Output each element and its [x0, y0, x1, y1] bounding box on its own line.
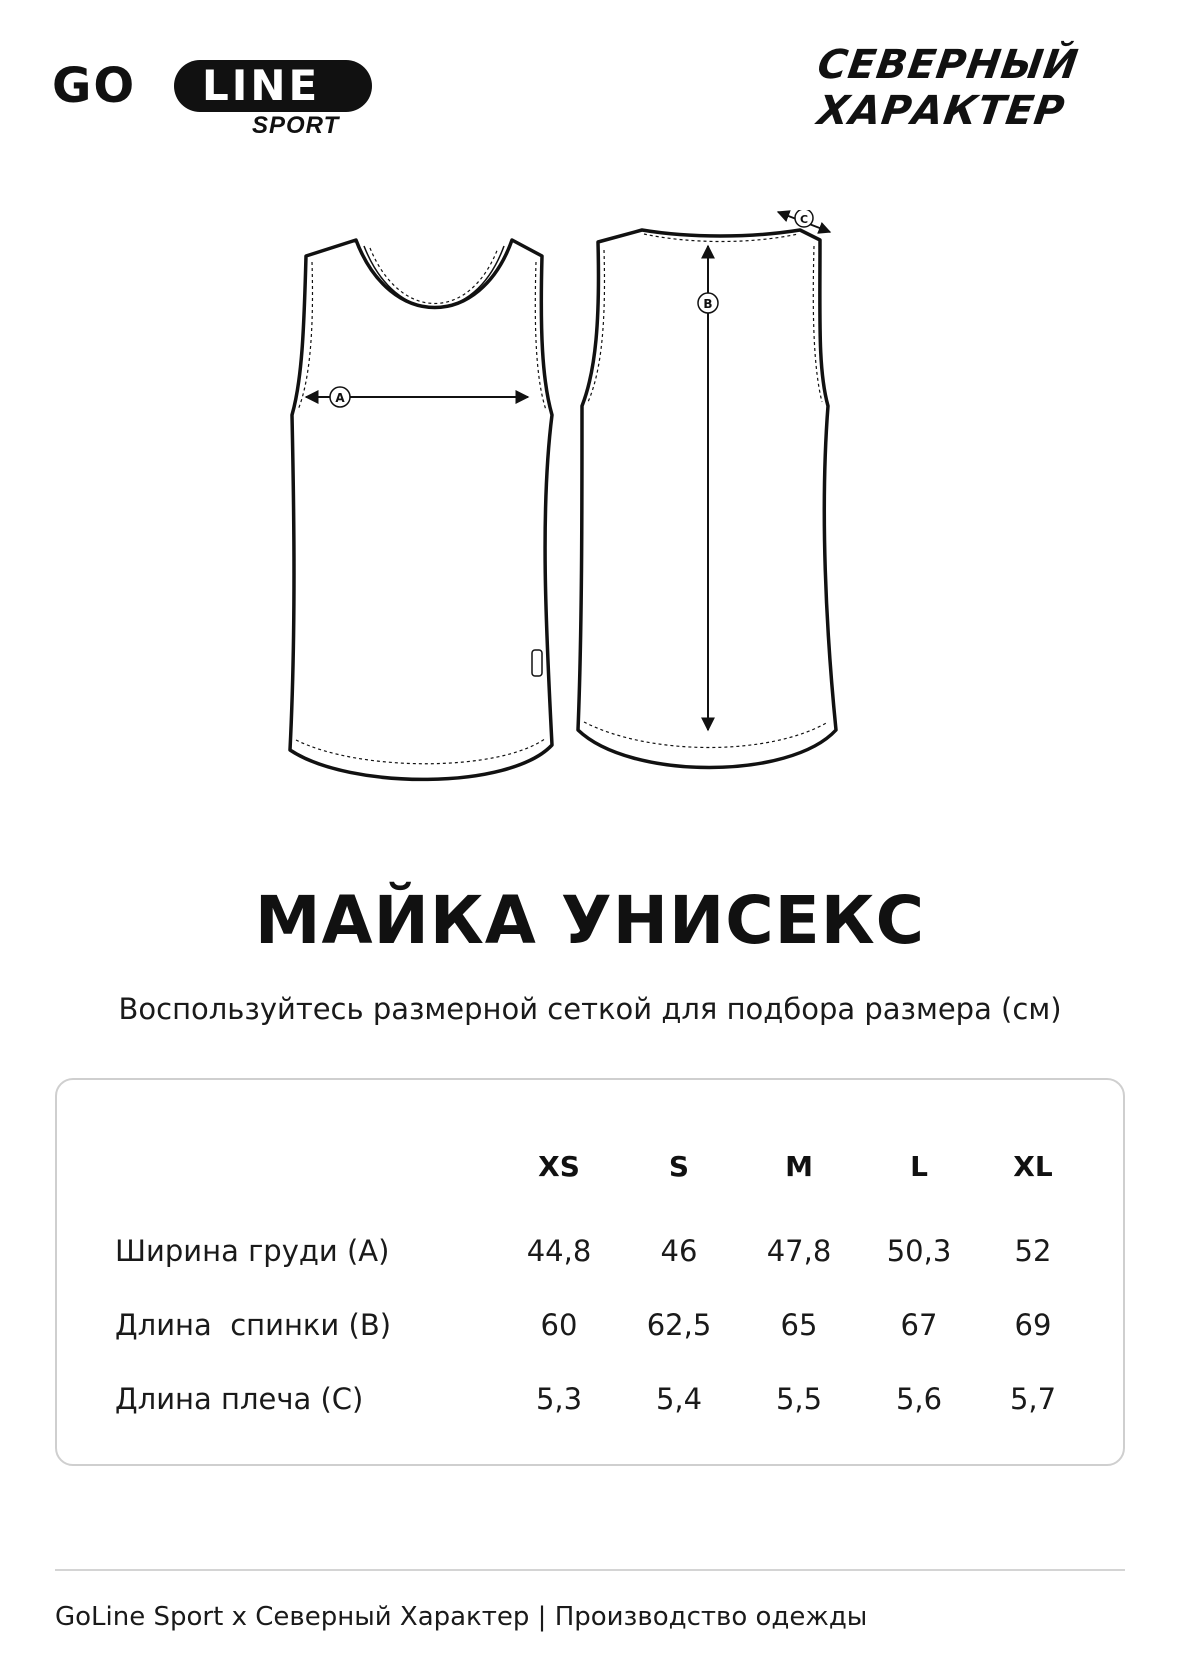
severny-logo-line2: ХАРАКТЕР [814, 88, 1068, 134]
table-row-shoulder-length [115, 1362, 1073, 1436]
goline-logo-go: GO [52, 58, 137, 114]
size-header-xs: XS [538, 1149, 580, 1183]
row-label-chest-width: Ширина груди (A) [115, 1234, 390, 1268]
size-header-row [115, 1140, 1073, 1214]
table-row-back-length [115, 1288, 1073, 1362]
severny-logo-line1: СЕВЕРНЫЙ [814, 42, 1082, 88]
measurement-b-label: B [703, 297, 713, 311]
size-header-m: M [785, 1149, 813, 1183]
goline-logo-sport: SPORT [252, 112, 340, 139]
table-cell: 5,7 [1009, 1382, 1057, 1416]
size-chart-subtitle: Воспользуйтесь размерной сеткой для подбора размера (см) [118, 992, 1062, 1026]
table-cell: 67 [900, 1308, 938, 1342]
table-cell: 5,4 [655, 1382, 703, 1416]
table-cell: 5,5 [775, 1382, 823, 1416]
size-chart-table [115, 1140, 1073, 1436]
goline-sport-logo [52, 58, 372, 140]
measurement-c-label: C [799, 213, 809, 226]
footer-divider [55, 1569, 1125, 1571]
table-cell: 69 [1014, 1308, 1052, 1342]
table-cell: 62,5 [646, 1308, 712, 1342]
table-row-chest-width [115, 1214, 1073, 1288]
table-cell: 46 [660, 1234, 698, 1268]
table-cell: 50,3 [886, 1234, 952, 1268]
size-header-xl: XL [1013, 1149, 1053, 1183]
tank-top-measurement-diagram [270, 210, 910, 800]
table-cell: 60 [540, 1308, 578, 1342]
measurement-a-label: A [335, 391, 345, 405]
size-header-l: L [910, 1149, 928, 1183]
footer-text: GoLine Sport x Северный Характер | Производство одежды [55, 1602, 868, 1632]
table-cell: 5,6 [895, 1382, 943, 1416]
size-header-s: S [668, 1149, 690, 1183]
row-label-back-length: Длина спинки (B) [115, 1308, 392, 1342]
table-cell: 47,8 [766, 1234, 832, 1268]
goline-logo-line: LINE [202, 61, 321, 110]
size-chart-card [55, 1078, 1125, 1466]
row-label-shoulder-length: Длина плеча (C) [115, 1382, 364, 1416]
size-header-empty [115, 1140, 513, 1214]
table-cell: 52 [1014, 1234, 1052, 1268]
product-title: МАЙКА УНИСЕКС [254, 882, 926, 959]
table-cell: 65 [780, 1308, 818, 1342]
tank-top-front-view [290, 240, 552, 779]
table-cell: 5,3 [535, 1382, 583, 1416]
severny-harakter-logo [814, 42, 1088, 138]
table-cell: 44,8 [526, 1234, 592, 1268]
